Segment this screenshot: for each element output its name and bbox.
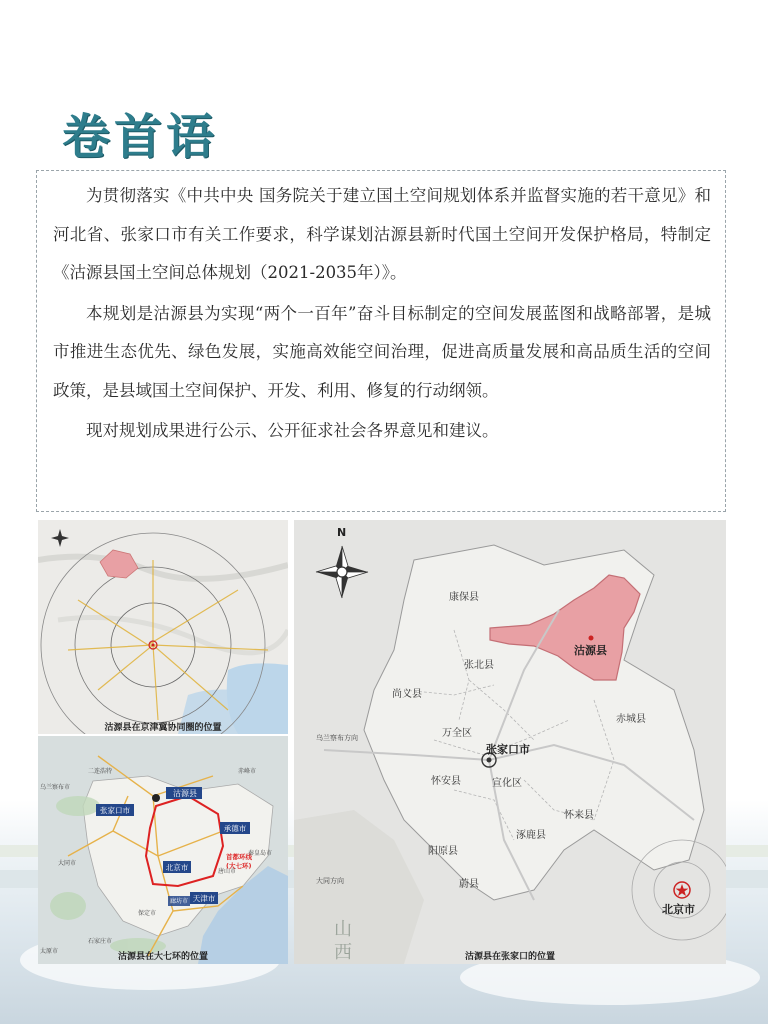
map3-label-shanxi-1: 山 — [334, 919, 352, 940]
map2-label-langfang: 廊坊市 — [169, 898, 188, 905]
intro-paragraph: 本规划是沽源县为实现“两个一百年”奋斗目标制定的空间发展蓝图和战略部署，是城市推进生态优先、绿色发展，实施高效能空间治理，促进高质量发展和高品质生活的空间政策，是县域国土空间保护、开发、利用、修复的行动纲领。 — [53, 303, 711, 400]
map2-label-guyuan: 沽源县 — [173, 789, 197, 798]
map2-label-chengde: 承德市 — [223, 824, 247, 833]
map3-label-yangyuan: 阳原县 — [428, 846, 458, 857]
map-capital-ring — [38, 736, 288, 964]
north-label: N — [337, 526, 347, 539]
map2-label-wulanchabu: 乌兰察布市 — [40, 784, 71, 791]
map3-label-yuxian: 蔚县 — [459, 879, 479, 890]
intro-text-box — [36, 170, 726, 512]
map-zhangjiakou-caption: 沽源县在张家口的位置 — [464, 952, 555, 962]
map3-label-datong-direction: 大同方向 — [316, 877, 344, 885]
map2-label-chifeng: 赤峰市 — [238, 768, 257, 775]
map3-label-shangyi: 尚义县 — [392, 689, 422, 700]
map2-label-qinhuangdao: 秦皇岛市 — [248, 850, 273, 857]
map3-label-zhangbei: 张北县 — [464, 660, 494, 671]
map3-label-beijing: 北京市 — [662, 903, 695, 916]
map2-label-zhangjiakou: 张家口市 — [100, 806, 130, 815]
map3-label-kangbao: 康保县 — [449, 592, 479, 603]
map2-label-erlian: 二连浩特 — [88, 768, 113, 775]
map-zhangjiakou — [294, 520, 726, 964]
map-jingjinji-caption: 沽源县在京津冀协同圈的位置 — [104, 723, 222, 733]
map3-label-wanquan: 万全区 — [442, 728, 472, 739]
map-jingjinji — [38, 520, 288, 734]
map3-label-huaian: 怀安县 — [431, 776, 461, 787]
map2-label-tangshan: 唐山市 — [218, 868, 237, 875]
map3-label-zhangjiakou: 张家口市 — [486, 743, 530, 756]
map-capital-ring-caption: 沽源县在大七环的位置 — [117, 952, 208, 962]
map2-label-shijiazhuang: 石家庄市 — [88, 938, 113, 945]
map3-label-xuanhua: 宣化区 — [492, 778, 522, 789]
map3-label-shanxi-2: 西 — [334, 942, 352, 963]
map3-label-chicheng: 赤城县 — [616, 714, 646, 725]
map2-label-datong: 大同市 — [58, 860, 77, 867]
map2-label-ring: 首都环线 (大七环) — [226, 853, 252, 870]
map2-label-tianjin: 天津市 — [192, 894, 216, 903]
map3-label-wulanchabu-direction: 乌兰察布方向 — [316, 734, 358, 742]
map3-label-zhuolu: 涿鹿县 — [516, 830, 546, 841]
map-jingjinji-graphic — [38, 520, 288, 734]
map2-label-taiyuan: 太原市 — [40, 948, 59, 955]
map2-label-beijing: 北京市 — [165, 863, 189, 872]
map3-label-guyuan: 沽源县 — [574, 644, 607, 657]
page-title: 卷首语 — [62, 109, 219, 165]
map2-label-baoding: 保定市 — [138, 910, 157, 917]
intro-paragraph: 为贯彻落实《中共中央 国务院关于建立国土空间规划体系并监督实施的若干意见》和河北省、张家口市有关工作要求，科学谋划沽源县新时代国土空间开发保护格局，特制定《沽源县国土空间总体规划（2021-2035年）》。 — [53, 186, 711, 282]
intro-paragraph: 现对规划成果进行公示、公开征求社会各界意见和建议。 — [86, 421, 499, 440]
map3-label-huailai: 怀来县 — [564, 810, 594, 821]
